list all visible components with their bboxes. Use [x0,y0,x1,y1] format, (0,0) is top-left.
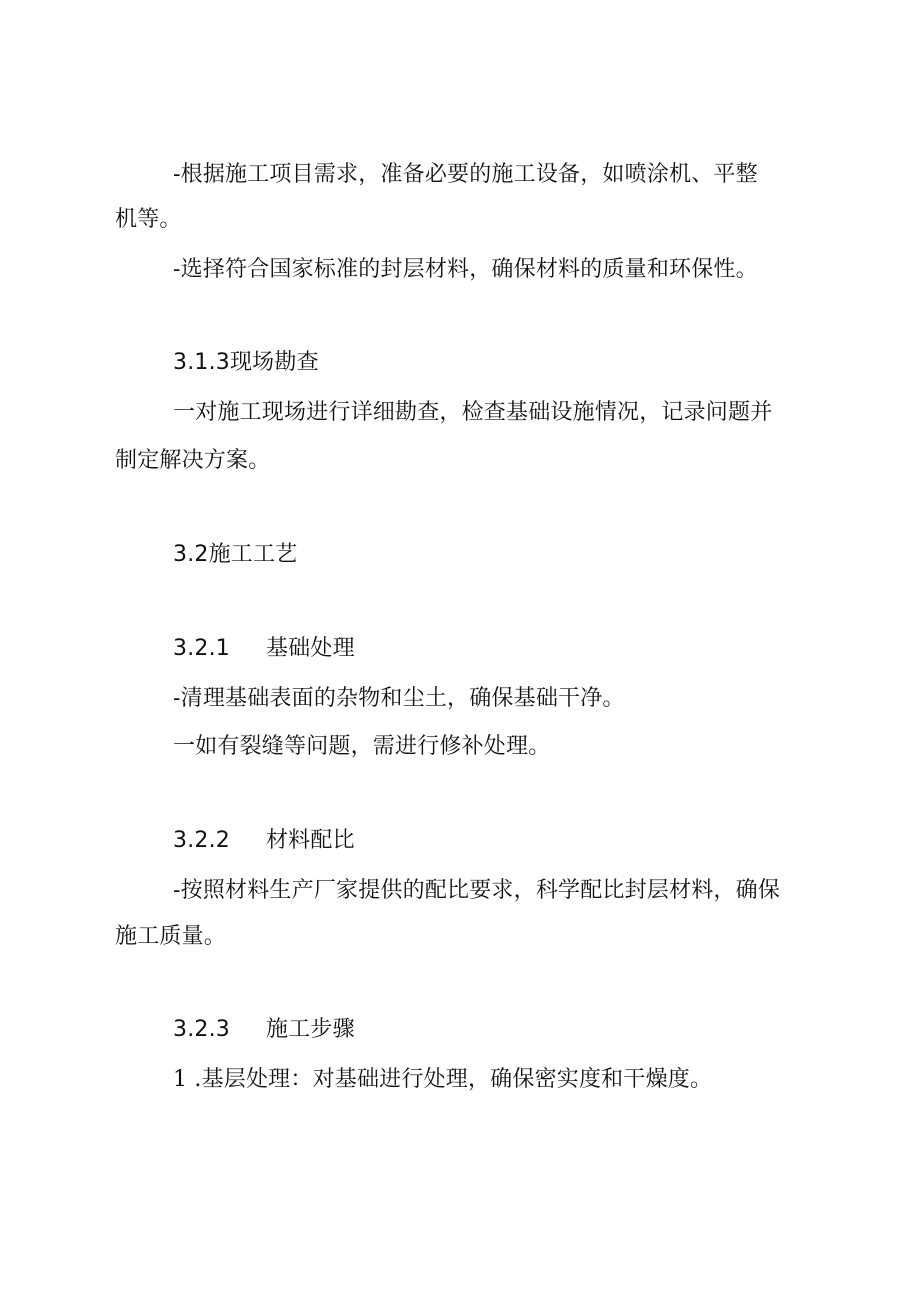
heading-3-2-2 [173,826,355,856]
heading-3-2-1-title: 基础处理 [265,636,355,661]
paragraph-site-survey-line-1: 一对施工现场进行详细勘查，检查基础设施情况，记录问题并 [173,400,773,425]
heading-3-2-1-number: 3.2.1 [173,636,230,661]
paragraph-repair-cracks: 一如有裂缝等问题，需进行修补处理。 [173,734,551,759]
heading-3-2-3 [173,1015,355,1045]
heading-3-2-3-number: 3.2.3 [173,1017,230,1042]
paragraph-mix-ratio-line-2: 施工质量。 [115,924,227,949]
paragraph-site-survey-line-2: 制定解决方案。 [115,448,271,473]
paragraph-equipment-line-1: -根据施工项目需求，准备必要的施工设备，如喷涂机、平整 [173,162,758,187]
heading-3-1-3: 3.1.3现场勘查 [173,350,319,375]
heading-3-2: 3.2施工工艺 [173,542,298,567]
paragraph-clean-surface: -清理基础表面的杂物和尘土，确保基础干净。 [173,686,625,711]
heading-3-2-1 [173,634,355,664]
paragraph-mix-ratio-line-1: -按照材料生产厂家提供的配比要求，科学配比封层材料，确保 [173,878,781,903]
list-item-base-treatment: 1 .基层处理：对基础进行处理，确保密实度和干燥度。 [173,1067,713,1092]
paragraph-equipment-line-2: 机等。 [115,207,182,232]
heading-3-2-2-number: 3.2.2 [173,828,230,853]
paragraph-materials: -选择符合国家标准的封层材料，确保材料的质量和环保性。 [173,257,758,282]
heading-3-2-3-title: 施工步骤 [265,1017,355,1042]
heading-3-2-2-title: 材料配比 [265,828,355,853]
